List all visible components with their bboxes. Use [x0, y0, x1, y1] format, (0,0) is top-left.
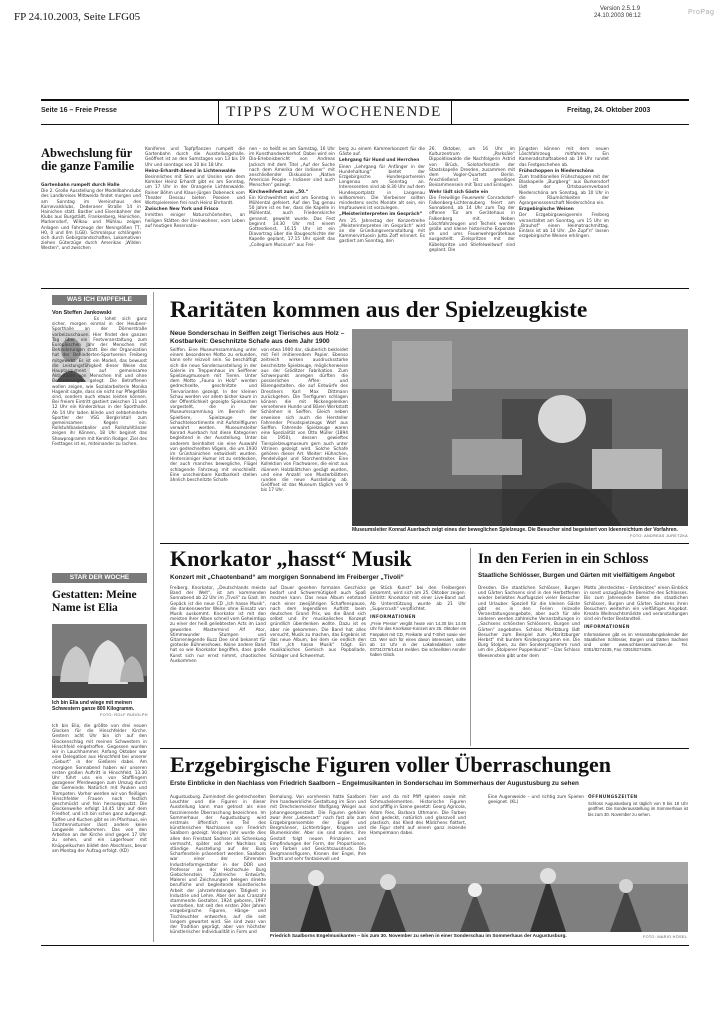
article3-subhead: Staatliche Schlösser, Burgen und Gärten mit vielfältigem Angebot [478, 572, 675, 579]
top-strip-col1 [41, 183, 141, 283]
article4-caption: Friedrich Saalborns Engelmusikanten – bis zum 30. November zu sehen in einer Sonderschau im Sommerhaus der Augustusburg. [270, 934, 567, 939]
article3-info-label: INFORMATIONEN [584, 625, 630, 631]
article2-headline: Knorkator „hasst“ Musik [170, 546, 412, 571]
top-strip-col4-text: berg zu einem Kammerkonzert für die Gäste auf. [339, 147, 425, 158]
top-strip-col4-sub2: „Meisterinterpreten im Gespräch“ [339, 212, 423, 218]
star-headline: Gestatten: Meine Name ist Elia [52, 589, 137, 614]
article1-credit: FOTO: ANDREAS JURETZKA [630, 534, 689, 538]
top-strip-col6 [519, 147, 609, 283]
top-strip-col5-text: 26. Oktober, um 16 Uhr im Kulturzentrum „Parksäle“ Dippoldiswalde die Nachfolgerin Astrid von Brück, Soloharfenistin der Staatskapelle Dresden, zusammen mit dem Vogler-Quartett Berlin. Anschließend ist geselliges Beisammensein mit Tanz und Einlagen. [429, 147, 515, 189]
top-strip-col2-sub2: Zwischen New York und Frisco [145, 207, 219, 213]
article4-info-text: Schloss Augustusburg ist täglich von 9 bis 18 Uhr geöffnet. Die Sonderausstellung im Sommerhaus ist bis zum 30. November zu sehen. [588, 801, 688, 817]
article4-col4 [488, 795, 584, 857]
top-strip-col6-sub2-text: Der Erzgebirgsweigverein Freiberg veranstaltet am Sonntag, um 15 Uhr im „Brauhof“ einen Heimatnachmittag. Einlass ist ab 14 Uhr. „De Zupf’n“ lassen erzgebirgische Weisen erklingen. [519, 213, 609, 240]
article4-credit: FOTO: MARIO HÖSEL [643, 935, 688, 939]
article1-col2: von etwa 1900 dar, säuberlich bekleidet mit Fell imitierendem Papier. Ebenso zeitreich wirken ausdrucksstarke beschnitzte Spielzeuge, möglicherweise aus der Gröditzer Fabrikation. Zum Schwerpunkt anregen dürften die possierlichen Affen- und Bärengestalten, die auf Entwürfe des Dresdners Karl Max Dittmann zurückgehen. Die Tierfiguren schlagen können die mit Nickengelenken versehenen Hunde und Bären Werkstatt Schönherr in Seiffen. Gleich neben erweisen sich auch die Hersteller Fahrender Privatspielzeugs Wolf aus Seiffen. Fahrende Spielzeuge waren eine Spezialität von Otto Müller (1894 bis 1950), dessen gewieftes Tierspielzeugmuseum gern auch unter Vitrinen gezeigt wird. Solche Schafe gehören dieser Art. Weiter: Hühnchen, Pendelvögel und Storchentreiter. Eine Kollektion von Flachwaren, die einst aus dünnem Holzblättchen gesägt wurden, und eine Anzahl von Musterblättern runden die neue Ausstellung ab. Geöffnet ist das Museum täglich von 9 bis 17 Uhr. [261, 348, 348, 494]
star-caption: Ich bin Elia und wiege mit meinen Schwestern ganze 800 Kilogramm. [52, 700, 135, 712]
article4-col3: hier und da mit Pfiff spielen sowie mit Schmuckelementen. Historische Figuren sind pfiffig in Szene gesetzt: Georg Agricola, Adam Ries, Barbara Uthmann. Die Farben sind gedeckt, natürlich und glanzvoll und plastisch, das Kleid des Mädchens flattert, die Figur steht auf einem ganz reizende Hampelmann dabei. [370, 795, 466, 837]
article3-info-text: Informationen gibt es im Veranstaltungskalender der Staatlichen Schlösser, Burgen und Gärten Sachsen und unter www.schloesser.sachsen.de Tel. 0351/8274435, Fax: 0351/8274405. [584, 631, 688, 653]
article3-rule [160, 748, 689, 749]
article2-divider [470, 548, 471, 746]
article1-col1: Seiffen. Eine Museumssammlung unter einem besonderen Motto zu erkunden, kann sehr reizvoll sein. So beschäftigt sich die neue Sonderausstellung in der Galerie im Treppenhaus im Seiffener Spielzeugmuseum mit Tieren. Unter dem Motto „Fauna in Holz“ werden gedrechselte, geschnitzte und Tiervarianten gezeigt. In der kleinen Schau werden vor allem bisher kaum in der Öffentlichkeit gezeigte Spielsachen vorgestellt, die in der Museumssammlung im Bereich der Spieltiere, Spielzeuge der Schachtelsortimente mit Aufstellfiguren verwahrt werden. Museumsleiter Konrad Auerbach hat diese Kategorien begleitend in der Ausstellung. Unter anderem beinhaltet sie eine Auswahl von gedrechselten Vögeln, die um 1930 im Grünhainichen entwickelt wurden. Hintersinniger Humor ist zu entdecken, der auch manches bewegliche, Flügel schlagende Fahrzeug mit einschließt. Eine unscheinbare Kostbarkeit stellen ähnlich beschnitzte Schafe [170, 348, 257, 484]
tip-byline: Von Steffen Jankowski [52, 310, 112, 316]
page-date: Freitag, 24. Oktober 2003 [567, 107, 651, 114]
top-strip-col5 [429, 147, 515, 283]
article2-info-label: INFORMATIONEN [370, 615, 416, 621]
top-strip-col3-sub: Kirchweihfest zum „50.“ [249, 189, 309, 195]
top-strip-col2-sub-text: Besinnliches mit Sinn und Unsinn von dem Komiker Heinz Erhardt gibt es am Sonntag, um 17 Uhr in der Orangerie Lichtenwalde. Rainer Böhm und Klaus-Jürgen Dobeneck vom Theater Dessau bieten Poesien und Wortspielereien frei nach Heinz Ehrhardt. [145, 175, 245, 207]
page-label: Seite 16 – Freie Presse [41, 107, 117, 114]
top-strip-col4-sub: Lehrgang für Hund und Herrchen [339, 158, 420, 164]
article4-col1: Augustusburg. Zumindest die gedrechselten Leuchter und die Figuren in dieser Ausstellung kann man getrost als eine faszinierende Überraschung bezeichnen. Im Sommerhaus der Augustusburg wird erstmals öffentlich ein Teil des künstlerischen Nachlasses von Friedrich Saalborn gezeigt. Vorigen Jahr wurde dies allen den Freistaat Sachsen als Schenkung vermacht, später soll der Nachlass als ständige Ausstellung auf der Burg Scharfenstein präsentiert werden. Saalborn war einer der führenden Industrieformgestalter in der DDR und Professor an der Hochschule Burg Giebichenstein. Zahlreiche Entwürfe, Malerei und Zeichnungen belegen direkte berufliche und begleitende künstlerische Arbeit der jahrzehntelangen Tätigkeit in Industrie und Lehre. Aber der aus Cranzahl stammende Gestalter, 1924 geboren, 1997 verstorben, hat seit den ersten 20er Jahren erzgebirgische Figuren, Hänge- und Tischleuchter entworfen, auf die seit langem gewartet wird. Sie sind zwar von der Tradition geprägt, aber von höchster künstlerischer Individualität in Form und [170, 795, 266, 936]
top-strip-rule [41, 288, 689, 289]
top-strip-col3 [249, 147, 335, 283]
page-bottom-rule [41, 945, 689, 946]
article2-col1: Freiberg. Knorkator, „Deutschlands meiste Band der Welt“, ist am kommenden Sonnabend ab 22 Uhr im „Tivoli“ zu Gast. Im Gepäck ist die neue CD „Ich hasse Musik“, die dankenswerter Weise ohne Einsatz von Musik auskommt. Knorkator ist mit den meisten ihrer Alben schnell vom Geheimtipp zu einer der heiß geliebtesten Acts im Land geworden. Mastermind Alf Ator, Stimmwunder Stumpen und Gitarrenlegende Buzz Dee sind bekannt für groteske Bühnenshows. Keine andere Band hat so wie Knorkator begriffen, dass große Kunst sich nur ernst nimmt, chaotisches Auskommen [170, 586, 266, 664]
article1-headline: Raritäten kommen aus der Spielzeugkiste [170, 297, 588, 323]
article2-col3-text: ge Stück Kunst“ bei den Freibergern ankommt, wird sich am 25. Oktober zeigen. Eintritt: Knorkator mit einer Live-Band auf. Ab Unterstützung wurde ab 21 Uhr „Supercrush“ verpflichtet. [370, 586, 466, 612]
top-strip-col4-sub-text: Einen „Lehrgang für Anfänger in der Hundehaltung“ bietet der Erzgebirgische Hundesportverein Langenau am Sonntag an. Interessenten sind ab 8.30 Uhr auf dem Hundesportplatz in Langenau willkommen. Die Vierbeiner sollten mindestens sechs Monate alt sein, ein Impfausweis ist vorzulegen. [339, 164, 425, 212]
print-slug: FP 24.10.2003, Seite LFG05 [14, 11, 141, 23]
article1-subhead: Neue Sonderschau in Seiffen zeigt Tierisches aus Holz – Kostbarkeit: Geschnitzte Schafe aus dem Jahr 1900 [170, 330, 345, 345]
article4-photo [270, 862, 688, 932]
top-strip-col4-sub2-text: Am 25. Jahrestag der Konzertreihe „Meisterinterpreten im Gespräch“ wird an die Gründungsveranstaltung mit Kammervirtuosin Jutta Zoff erinnert. Es gastiert am Sonntag, den [339, 218, 425, 245]
star-photo [52, 624, 147, 698]
article2-col2: auf Dauer gesehen formalen Geschicks bedarf und Schwermütigkeit auch Spaß machen kann. Das neue Album entstand nach einer zweijährigen Schaffenspause, nach dem legendären Auftritt beim deutschen Grand Prix, wo die Band sich selbst und ihr musikalisches Konzept gründlich überdenken wollte. Dazu ist es aber nie gekommen. Die Band hat alles versucht, Musik zu machen, das Ergebnis ist das neue Album, bei dem sie endlich den Titel „Ich hasse Musik“ trägt. Ein musikalisches Gemisch aus Popballade, Schlager und Schwermut. [270, 586, 366, 659]
top-strip-col6-sub-text: Zum traditionellen Frühschoppen mit der Blaskapelle „Burgberg“ aus Burkersdorf lädt der Ortsbauernverband Niederschöna am Sonntag, ab 10 Uhr in die Räumlichkeiten der Agrargenossenschaft Niederschöna ein. [519, 175, 609, 207]
top-strip-item1-text: Die 2. Große Ausstellung der Modellbahnclubs des Landkreises Mittweida findet morgen und am Sonntag im Vereinshaus des Karnevalsklubs, Dederaner Straße 14 in Hainichen statt. Bastler und Eisenbahner der Klubs aus Burgstädt, Frankenberg, Hainichen, Markersdorf, Wilkau und Mühlau zeigen Anlagen und Fahrzeuge der Nenngrößen TT, H0, 0 und IIm (LGB). Schmalspur schlängeln sich durch Gebirgslandschaften, Lokomotiven ziehen Güterzüge durch Amerikas „Wilden Westen“, und zwischen [41, 189, 141, 252]
article3-col2 [584, 586, 688, 744]
tip-text: Es lohnt sich ganz sicher, morgen einmal in der Heubner-Sporthalle an der Dörnerstraße vorbeizuschauen. Hier findet den ganzen Tag über ein Festveranstaltung zum Europäischen Jahr der Menschen mit Behinderungen statt. Bei der Organisation hat der Behinderten-Sportverein Freiberg mitgewirkt. Es ist ein Modell, das bewusst die Leistungsfähigkeit dieser Weise das Hauptargument auf gemeinsame Aktivitäten von Menschen mit und ohne Behinderungen gelegt. Die Betroffenen wollen zeigen, wie Sozialarbeiterin Monika Hagenit sagte, dass sie nicht nur Pflegefälle sind, sondern auch etwas leisten können. Bei freiem Eintritt gastiert zwischen 11 und 12 Uhr ein Kinderzirkus in der Sporthalle. Ab 14 Uhr laden blinde und sehbehinderte Sportler der VSG Bergkristall zum gemeinsamen Kegeln ein. Rollstuhlbasketballer und Rollstuhltänzer zeigen ihr Können, 18 Uhr beginnt das Showprogramm mit Kerstin Rodger. Ziel des Festtages ist es, miteinander zu lachen. [52, 317, 147, 447]
article4-info-label: ÖFFNUNGSZEITEN [588, 795, 638, 800]
article2-col3 [370, 586, 466, 744]
star-label: STAR DER WOCHE [52, 573, 147, 583]
section-title: TIPPS ZUM WOCHENENDE [226, 104, 442, 120]
article4-info [588, 795, 688, 857]
star-text: Ich bin Elia, die größte von drei neuen Glocken für die Hinschfelder Kirche. Gestern acht Uhr bin ich auf den Glockenschlag mit meinen Schwestern in Hinschfeld eingetroffen. Gegossen wurden wir in Lauchhammer. Anfang Oktober war eine Delegation aus Hinschfeld bei unserer „Geburt“ in der Gießerei dabei. Am morgigen Sonnabend haben wir unseren ersten großen Auftritt in Hinschfeld. 13.30 Uhr führt uns ein von Stafflingern gezogener Pferdewagen zum Umzug durch die Gemeinde. Natürlich mit Pauken und Trompeten. Vorher werden wir von fleißigen Hinschfelder Frauen noch festlich geschmückt und fein herausgeputzt. Die Glockenweihe erfolgt 14.45 Uhr auf dem Friedhof, und ich bin schon ganz aufgeregt. Kaffee und Kuchen gibt es im Pfarrhaus, ein Tischtennisturnier lässt andere keine Langweile aufkommen. Das von den Arbeiten an der Kirche sind gegen 17 Uhr zu sehen, und ein Lagerfeuer mit Knüppelkuchen bildet den Abschluss, bevor am Montag der Aufzug erfolgt. (KD) [52, 724, 147, 854]
article3-headline: In den Ferien in ein Schloss [478, 551, 649, 567]
top-strip-col2-text: Koniferen und Topfpflanzen rumpelt die Gartenbahn durch die Ausstellungshalle. Geöffnet ist an den Samstagen von 13 bis 19 Uhr und sonntags von 10 bis 18 Uhr. [145, 147, 245, 168]
article1-photo [352, 329, 688, 526]
print-timestamp: 24.10.2003 06:12 [594, 13, 641, 19]
article2-subhead: Konzert mit „Chaotenband“ am morgigen Sonnabend im Freiberger „Tivoli“ [170, 574, 404, 581]
top-strip-col3-sub-text: Ein Kirchweihfest wird am Sonntag in Mühlental gefeiert. Auf den Tag genau 50 Jahre ist es her, dass die Kapelle in Mühlental, auch Friedenskirche genannt, geweiht wurde. Das Fest beginnt 14.30 Uhr mit einem Gottesdienst, 16.15 Uhr ist ein Diavortrag über die Baugeschichte der Kapelle geplant, 17.15 Uhr spielt das „Collegium Musicum“ aus Frei- [249, 195, 335, 248]
propag-logo: ProPag [688, 9, 715, 16]
top-strip-col5-sub-text: Die Freiwillige Feuerwehr Conradsdorf-Falkenberg-Lichtenauberg feiert am Sonnabend, ab 14 Uhr zum Tag der offenen Tür am Gerätehaus in Falkenberg mit. Neben Löschfahrzeugen und Technik werden große und kleine historische Exponate im und ums Feuerwehrgerätehaus ausgestellt. Zielspritzen mit der Kübelspritze und Stiefelweitwurf sind geplant. Die [429, 195, 515, 253]
top-strip-col4 [339, 147, 425, 283]
print-version: Version 2.5.1.9 [600, 6, 641, 12]
masthead-bottom-rule [41, 124, 689, 125]
top-strip-col5-sub: Wehr lädt sich Gäste ein [429, 189, 489, 195]
article3-col1: Dresden. Die staatlichen Schlösser, Burgen und Gärten Sachsens sind in den Herbstferien wieder beliebtes Ausflugsziel vieler Besucher und Urlauber. Speziell für die kleinen Gäste gibt es in den Ferien reizvolle Veranstaltungsangebote, aber auch für alle anderen werden zahlreiche Veranstaltungen in „Sachsens schönsten Schlössern, Burgen und Gärten“ angeboten. Schloss Moritzburg lädt Besucher zum Beispiel zum „Moritzburger Herbst“ mit buntem Kinderprogramm ein. Die Burg Stolpen, zu den Sonderprogramm rund um die „Stolpener Puppenkunst“ – Das Schloss Weesenstein gibt unter dem [478, 586, 580, 659]
top-strip-col6-sub: Frühschoppen in Niederschöna [519, 168, 594, 174]
article3-col2-text: Motto „Verstecktes – Entdecktes“ einen Einblick in sonst unzugängliche Bereiche des Schlosses. Bis zum Jahresende bieten die staatlichen Schlösser, Burgen und Gärten Sachsens ihren Besuchern weiterhin ein vielfältiges Angebot. Kreativ Weihnachtsmärkte und veranstaltungen sind ein fester Bestandteil. [584, 586, 688, 623]
top-strip-col6-text: Jüngsten können mit dem neuen Löschfahrzeug mitfahren. Ein Kameradschaftsabend ab 19 Uhr rundet das Festgeschehen ab. [519, 147, 609, 168]
article4-subhead: Erste Einblicke in den Nachlass von Friedrich Saalborn – Engelmusikanten in Sonderschau im Sommerhaus der Augustusburg zu sehen [170, 780, 579, 787]
article4-col2: Bemalung. Von vornherein hatte Saalborn ihre handwerkliche Gestaltung im Sinn und mit Drechslermeister Wolfgang Weigel aus Johanngeorgenstadt. Die Figuren gehören zwar ihrer „Lebensart“ nach fast alle zum Erzgebirgsensemble der Engel und Bergmänner, Lichterträger, Krippen und Blumenkinder. Aber sie sind anders, ihre Gestalt folgt neuen Prinzipien und Empfindungen der Form, der Proportionen, von Farben und Gesichtsausdruck. Die Bergmannsfiguren, Kronen der Engel, Ihre Tracht und sehr fantasievoll und [270, 795, 366, 863]
top-strip-col3-text: nen – so heißt es am Samstag, 16 Uhr im Kunsthandwerkerhof. Dabei wird ein Dia-Erlebnisbericht von Andreas Jacksch mit dem Titel „Auf der Suche nach dem Amerika der Indianer“ mit anschließender Diskussion „Native American People – Indianer sind auch Menschen“ gezeigt. [249, 147, 335, 189]
article4-col4-text: Eine Augenweide – und richtig zum Spielen geeignet. (KL) [488, 795, 584, 806]
top-strip-col6-sub2: Erzgebirgische Weisen [519, 207, 574, 213]
top-strip-col2-sub: Heinz-Erhardt-Abend in Lichtenwalde [145, 168, 236, 174]
article1-rule [160, 543, 689, 544]
article4-headline: Erzgebirgische Figuren voller Überraschungen [170, 752, 611, 777]
top-strip-col2 [145, 147, 245, 283]
top-strip-headline: Abwechslung für die ganze Familie [41, 146, 135, 173]
article1-caption: Museumsleiter Konrad Auerbach zeigt eines der beweglichen Spielzeuge. Die Besucher sind begeistert von Ideenreichtum der Vorfahren. [352, 527, 678, 533]
star-credit: FOTO: ROLF RUDOLPH [100, 713, 148, 717]
tip-label: WAS ICH EMPFEHLE [52, 295, 147, 305]
top-strip-item1-title: Gartenbahn rumpelt durch Halle [41, 183, 120, 188]
article2-info-text: „Freie Presse“ vergibt heute von 14.30 bis 14.45 Uhr für das Knorkator-Konzert am 25. Oktober ein Fanpaket mit CD, Freikarte und T-Shirt sowie vier CD. Wer sich für eines davon interessiert, sollte ab 14 Uhr in der Lokalredaktion unter 03731/376/14144 melden. Die schnellsten Anrufer haben Glück. [370, 621, 466, 658]
top-strip-col2-sub2-text: Inmitten einiger Naturschönheiten, an heiligen Stätten der Ureinwohner, vom Leben auf heutigen Reservatio- [145, 213, 245, 229]
sidebar-divider [153, 292, 154, 942]
